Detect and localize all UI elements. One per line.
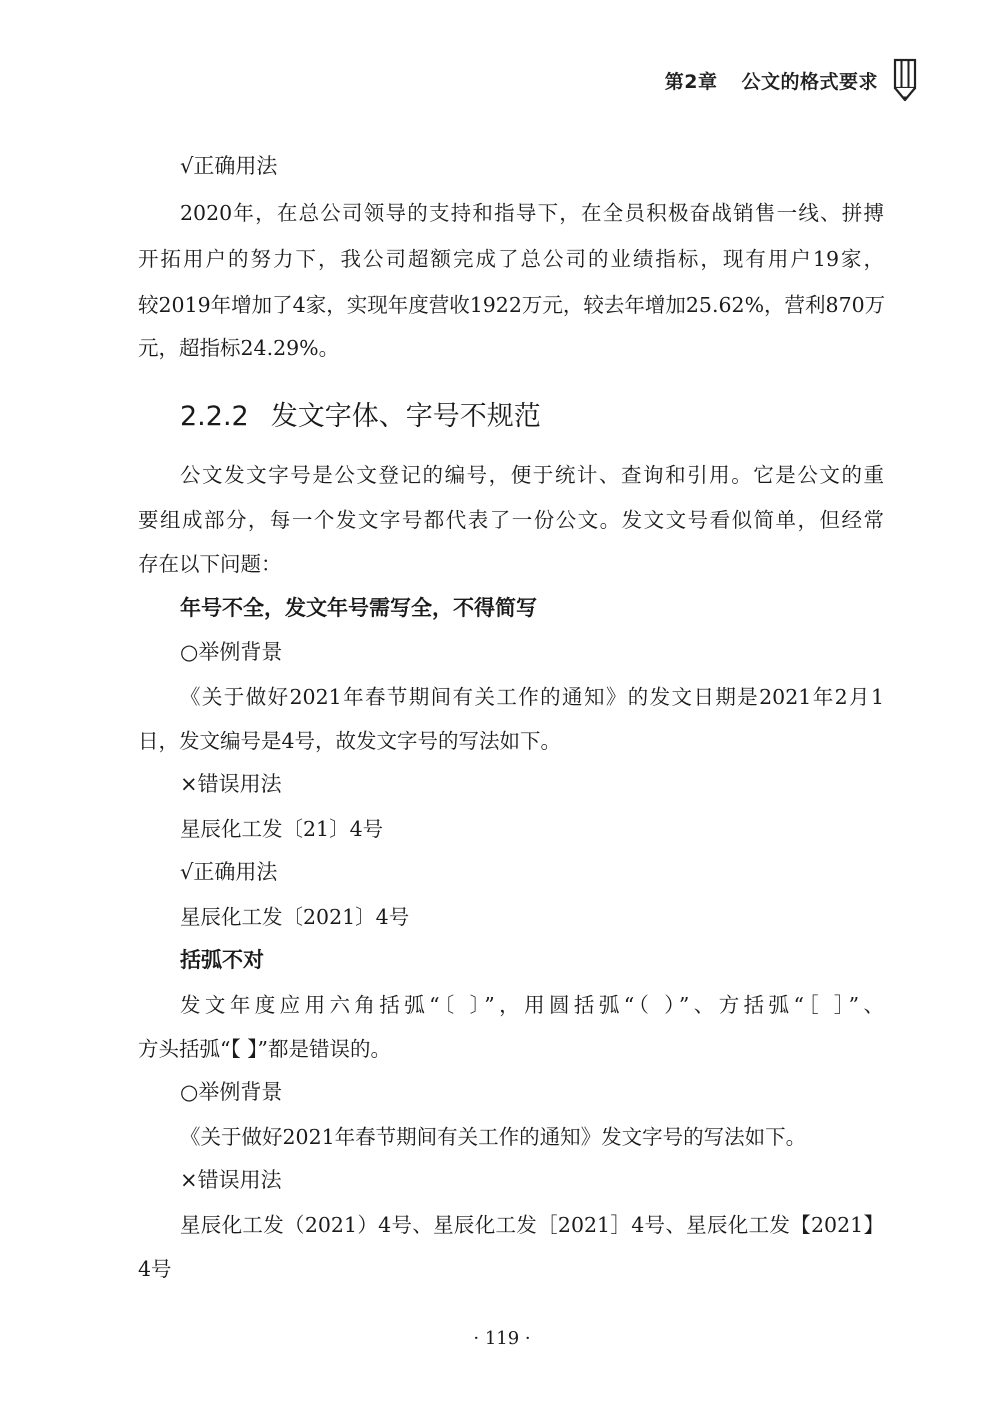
pencil-icon bbox=[892, 58, 918, 102]
example-background-label: ○举例背景 bbox=[180, 640, 283, 664]
paragraph-line: 星辰化工发（2021）4号、星辰化工发［2021］4号、星辰化工发【2021】 bbox=[180, 1213, 884, 1237]
section-number: 2.2.2 bbox=[180, 401, 249, 432]
subheading-brackets: 括弧不对 bbox=[180, 948, 264, 972]
correct-usage-label: √正确用法 bbox=[180, 154, 278, 178]
section-heading bbox=[180, 394, 541, 433]
wrong-usage-label: ×错误用法 bbox=[180, 772, 282, 796]
paragraph-line: 日，发文编号是4号，故发文字号的写法如下。 bbox=[138, 729, 562, 753]
wrong-usage-label: ×错误用法 bbox=[180, 1168, 282, 1192]
running-header bbox=[665, 58, 918, 102]
paragraph-line: 较2019年增加了4家，实现年度营收1922万元，较去年增加25.62%，营利870万 bbox=[138, 293, 886, 317]
paragraph-line: 要组成部分，每一个发文字号都代表了一份公文。发文文号看似简单，但经常 bbox=[138, 508, 884, 532]
paragraph-line: 4号 bbox=[138, 1257, 172, 1281]
subheading-year-format: 年号不全，发文年号需写全，不得简写 bbox=[180, 596, 537, 620]
paragraph-line: 存在以下问题： bbox=[138, 552, 282, 576]
correct-example: 星辰化工发〔2021〕4号 bbox=[180, 905, 410, 929]
page-number: · 119 · bbox=[473, 1328, 531, 1349]
correct-usage-label: √正确用法 bbox=[180, 860, 278, 884]
paragraph-line: 公文发文字号是公文登记的编号，便于统计、查询和引用。它是公文的重 bbox=[180, 463, 884, 487]
paragraph-line: 《关于做好2021年春节期间有关工作的通知》发文字号的写法如下。 bbox=[180, 1125, 807, 1149]
wrong-example: 星辰化工发〔21〕4号 bbox=[180, 817, 384, 841]
paragraph-line: 发文年度应用六角括弧“〔 〕”，用圆括弧“（ ）”、方括弧“［ ］”、 bbox=[180, 993, 884, 1017]
paragraph-line: 方头括弧“【 】”都是错误的。 bbox=[138, 1037, 391, 1061]
header-chapter: 第2章 bbox=[664, 70, 718, 93]
example-background-label: ○举例背景 bbox=[180, 1080, 283, 1104]
paragraph-line: 开拓用户的努力下，我公司超额完成了总公司的业绩指标，现有用户19家， bbox=[138, 247, 884, 271]
paragraph-line: 元，超指标24.29%。 bbox=[138, 336, 340, 360]
paragraph-line: 《关于做好2021年春节期间有关工作的通知》的发文日期是2021年2月1 bbox=[180, 685, 884, 709]
section-title: 发文字体、字号不规范 bbox=[270, 401, 541, 432]
paragraph-line: 2020年，在总公司领导的支持和指导下，在全员积极奋战销售一线、拼搏 bbox=[180, 201, 884, 225]
header-title: 公文的格式要求 bbox=[741, 70, 878, 93]
